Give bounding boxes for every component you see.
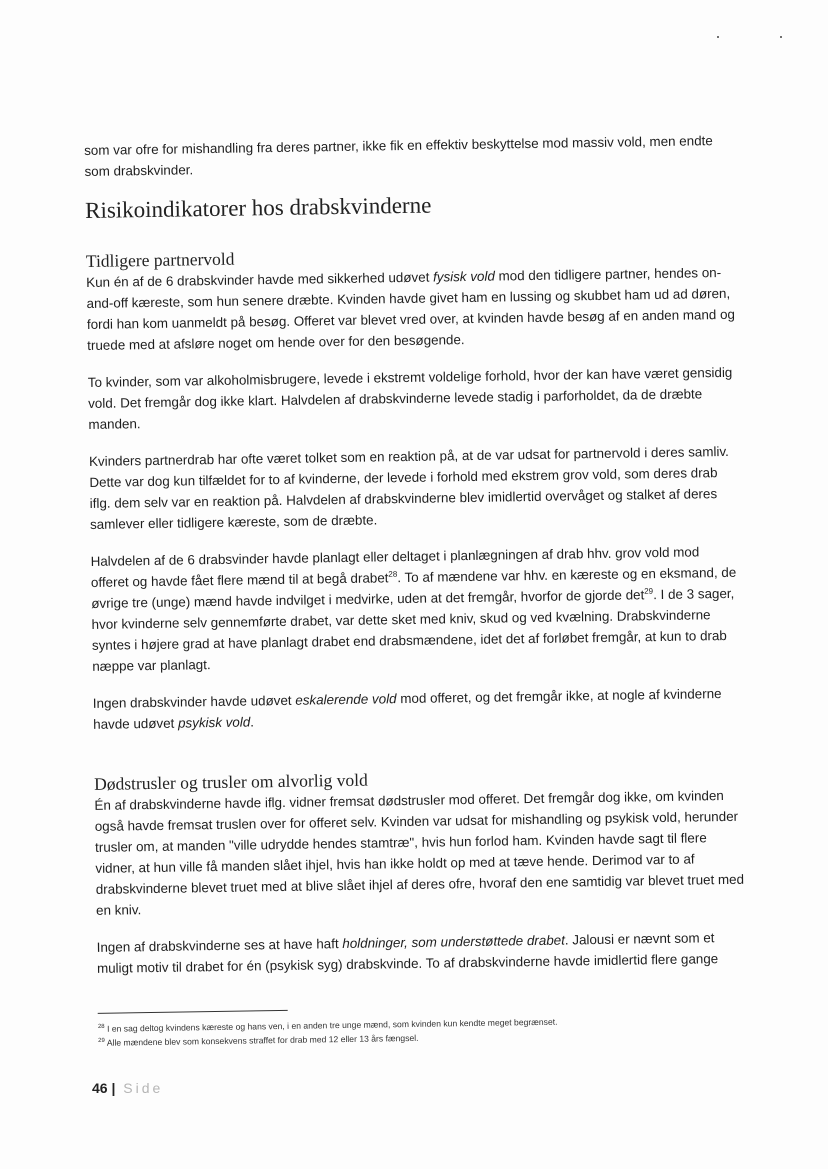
paragraph: Én af drabskvinderne havde iflg. vidner fremsat dødstrusler mod offeret. Det fremgår dog ikke, om kvinden også havde fremsat truslen over for offeret selv. Kvinden var udsat for mishandling og psykisk vold, herunder trusler om, at manden "ville udrydde hendes stamtræ", hvis hun forlod ham. Kvinden havde sagt til flere vidner, at hun ville få manden slået ihjel, hvis han ikke holdt op med at tæve hende. Derimod var to af drabskvinderne blevet truet med at blive slået ihjel af deres ofre, hvoraf den ene samtidig var blevet truet med en kniv. bbox=[94, 788, 745, 918]
paragraph: Ingen drabskvinder havde udøvet eskalerende vold mod offeret, og det fremgår ikke, at nogle af kvinderne havde udøvet psykisk vold. bbox=[92, 686, 722, 732]
page-number: 46 bbox=[92, 1080, 108, 1096]
page-separator: | bbox=[111, 1080, 116, 1096]
page-footer bbox=[92, 1080, 163, 1096]
subsection-title-partnervold: Tidligere partnervold bbox=[85, 248, 235, 271]
paragraph: Halvdelen af de 6 drabsvinder havde planlagt eller deltaget i planlægningen af drab hhv. grov vold mod offeret og havde fået flere mænd til at begå drabet$^{28}$. To af mændene var hhv. en kæreste og en eksmand, de øvrige tre (unge) mænd havde indvilget i medvirke, uden at det fremgår, hvorfor de gjorde $\det^{29}$. I de 3 sager, hvor kvinderne selv gennemførte drabet, var dette sket med kniv, skud og ved kvælning. Drabskvinderne syntes i højere grad at have planlagt drabet end drabsmændene, idet det af forløbet fremgår, at kun to drab næppe var planlagt. bbox=[90, 544, 737, 674]
paragraph: Ingen af drabskvinderne ses at have haft holdninger, som understøttede drabet. Jalousi er nævnt som et muligt motiv til drabet for én (psykisk syg) drabskvinde. To af drabskvinderne havde imidlertid flere gange bbox=[96, 930, 719, 976]
footnote-ref: 29 bbox=[644, 586, 654, 596]
scan-speck bbox=[780, 36, 782, 38]
document-page bbox=[84, 130, 748, 1050]
paragraph: To kvinder, som var alkoholmisbrugere, levede i ekstremt voldelige forhold, hvor der kan have været gensidig vold. Det fremgår dog ikke klart. Halvdelen af drabskvinderne levede stadig i parforholdet, da de dræbte manden. bbox=[87, 364, 733, 432]
footnote-ref: 28 bbox=[388, 569, 398, 579]
subsection-title-trusler: Dødstrusler og trusler om alvorlig vold bbox=[93, 769, 368, 794]
footnote: $^{28}$ I en sag deltog kvindens kæreste og hans ven, i en anden tre unge mænd, som kvinden kun kendte meget begrænset. bbox=[97, 1016, 558, 1034]
footnote: $^{29}$ Alle mændene blev som konsekvens straffet for drab med 12 eller 13 års fængsel. bbox=[98, 1032, 419, 1048]
intro-paragraph: som var ofre for mishandling fra deres partner, ikke fik en effektiv beskyttelse mod massiv vold, men endte som drabskvinder. bbox=[84, 133, 713, 179]
footnote-divider bbox=[98, 1010, 288, 1014]
section-title: Risikoindikatorer hos drabskvinderne bbox=[84, 192, 432, 223]
paragraph: Kun én af de 6 drabskvinder havde med sikkerhed udøvet fysisk vold mod den tidligere partner, hendes on-and-off kæreste, som hun senere dræbte. Kvinden havde givet ham en lussing og skubbet ham ud ad døren, fordi han kom uanmeldt på besøg. Offeret var blevet vred over, at kvinden havde besøg af en anden mand og truede med at afsløre noget om hende over for den besøgende. bbox=[86, 265, 736, 353]
paragraph: Kvinders partnerdrab har ofte været tolket som en reaktion på, at de var udsat for partnervold i deres samliv. Dette var dog kun tilfældet for to af kvinderne, der levede i forhold med ekstrem grov vold, som deres drab iflg. dem selv var en reaktion på. Halvdelen af drabskvinderne blev imidlertid overvåget og stalket af deres samlever eller tidligere kæreste, som de dræbte. bbox=[88, 443, 729, 532]
page-word: Side bbox=[123, 1080, 164, 1096]
scan-speck bbox=[717, 36, 719, 38]
